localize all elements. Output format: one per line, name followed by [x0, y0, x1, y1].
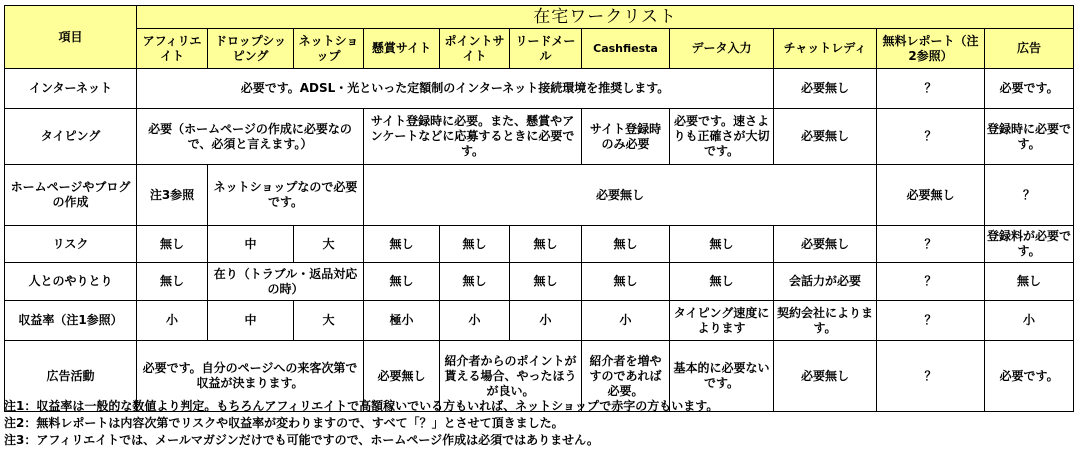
- col-ad: 広告: [985, 29, 1074, 69]
- cell: 紹介者からのポイントが貰える場合、やったほうが良い。: [440, 341, 582, 412]
- table-row: [5, 263, 1074, 301]
- col-free-report: 無料レポート（注2参照）: [877, 29, 985, 69]
- cell: 小: [137, 301, 208, 341]
- row-label: 広告活動: [5, 341, 137, 412]
- cell: 必要無し: [774, 109, 877, 165]
- cell: 必要無し: [774, 226, 877, 263]
- cell: 無し: [582, 226, 670, 263]
- cell: 無し: [985, 263, 1074, 301]
- cell: ？: [877, 301, 985, 341]
- col-affiliate: アフィリエイト: [137, 29, 208, 69]
- cell: サイト登録時のみ必要: [582, 109, 670, 165]
- table-row: [5, 165, 1074, 226]
- cell: 必要（ホームページの作成に必要なので、必須と言えます。）: [137, 109, 364, 165]
- cell: 必要無し: [774, 341, 877, 412]
- notes: [4, 398, 718, 449]
- row-label: リスク: [5, 226, 137, 263]
- cell: 無し: [670, 263, 774, 301]
- cell: 無し: [364, 226, 440, 263]
- note-1: 注1：収益率は一般的な数値より判定。もちろんアフィリエイトで高額稼いでいる方もいれば、ネットショップで赤字の方もいます。: [4, 399, 719, 413]
- row-label: タイピング: [5, 109, 137, 165]
- row-label: インターネット: [5, 69, 137, 109]
- col-read-mail: リードメール: [510, 29, 582, 69]
- table-row: [5, 226, 1074, 263]
- cell: 無し: [440, 226, 510, 263]
- cell: 必要無し: [774, 69, 877, 109]
- row-label: 収益率（注1参照）: [5, 301, 137, 341]
- cell: 注3参照: [137, 165, 208, 226]
- cell: 紹介者を増やすのであれば必要。: [582, 341, 670, 412]
- table-row: [5, 301, 1074, 341]
- cell: ？: [877, 341, 985, 412]
- cell: 大: [294, 226, 364, 263]
- cell: 極小: [364, 301, 440, 341]
- cell: 在り（トラブル・返品対応の時）: [208, 263, 364, 301]
- cell: 必要無し: [364, 341, 440, 412]
- cell: 必要です。自分のページへの来客次第で収益が決まります。: [137, 341, 364, 412]
- cell: ？: [985, 165, 1074, 226]
- table-row: [5, 69, 1074, 109]
- cell: 無し: [510, 226, 582, 263]
- cell: 必要です。: [985, 69, 1074, 109]
- col-dropshipping: ドロップシッピング: [208, 29, 294, 69]
- work-list-sheet: [4, 5, 1073, 412]
- col-cashfiesta: Cashfiesta: [582, 29, 670, 69]
- table-title: 在宅ワークリスト: [137, 6, 1074, 29]
- cell: 必要無し: [877, 165, 985, 226]
- cell: 登録時に必要です。: [985, 109, 1074, 165]
- cell: 必要です。ADSL・光といった定額制のインターネット接続環境を推奨します。: [137, 69, 774, 109]
- cell: 無し: [582, 263, 670, 301]
- cell: 大: [294, 301, 364, 341]
- cell: ？: [877, 226, 985, 263]
- col-point-site: ポイントサイト: [440, 29, 510, 69]
- cell: 小: [582, 301, 670, 341]
- cell: タイピング速度によります: [670, 301, 774, 341]
- note-3: 注3：アフィリエイトでは、メールマガジンだけでも可能ですので、ホームページ作成は必須ではありません。: [4, 433, 599, 447]
- cell: 無し: [137, 226, 208, 263]
- cell: ？: [877, 109, 985, 165]
- row-label: 人とのやりとり: [5, 263, 137, 301]
- work-list-table: [4, 5, 1074, 412]
- cell: 必要です。速さよりも正確さが大切です。: [670, 109, 774, 165]
- cell: 必要無し: [364, 165, 877, 226]
- col-kensho: 懸賞サイト: [364, 29, 440, 69]
- cell: 小: [510, 301, 582, 341]
- cell: 契約会社によります。: [774, 301, 877, 341]
- cell: 小: [985, 301, 1074, 341]
- col-netshop: ネットショップ: [294, 29, 364, 69]
- col-chat-lady: チャットレディ: [774, 29, 877, 69]
- header-item: 項目: [5, 6, 137, 69]
- cell: 無し: [510, 263, 582, 301]
- cell: 中: [208, 301, 294, 341]
- cell: サイト登録時に必要。また、懸賞やアンケートなどに応募するときに必要です。: [364, 109, 582, 165]
- cell: 登録料が必要です。: [985, 226, 1074, 263]
- table-row: [5, 109, 1074, 165]
- row-label: ホームページやブログの作成: [5, 165, 137, 226]
- cell: 無し: [440, 263, 510, 301]
- cell: ？: [877, 263, 985, 301]
- col-data-entry: データ入力: [670, 29, 774, 69]
- cell: 会話力が必要: [774, 263, 877, 301]
- cell: 無し: [364, 263, 440, 301]
- cell: 必要です。: [985, 341, 1074, 412]
- cell: 無し: [670, 226, 774, 263]
- cell: 基本的に必要ないです。: [670, 341, 774, 412]
- cell: 中: [208, 226, 294, 263]
- cell: ？: [877, 69, 985, 109]
- cell: 小: [440, 301, 510, 341]
- cell: ネットショップなので必要です。: [208, 165, 364, 226]
- cell: 無し: [137, 263, 208, 301]
- note-2: 注2：無料レポートは内容次第でリスクや収益率が変わりますので、すべて「？」とさせて頂きました。: [4, 416, 564, 430]
